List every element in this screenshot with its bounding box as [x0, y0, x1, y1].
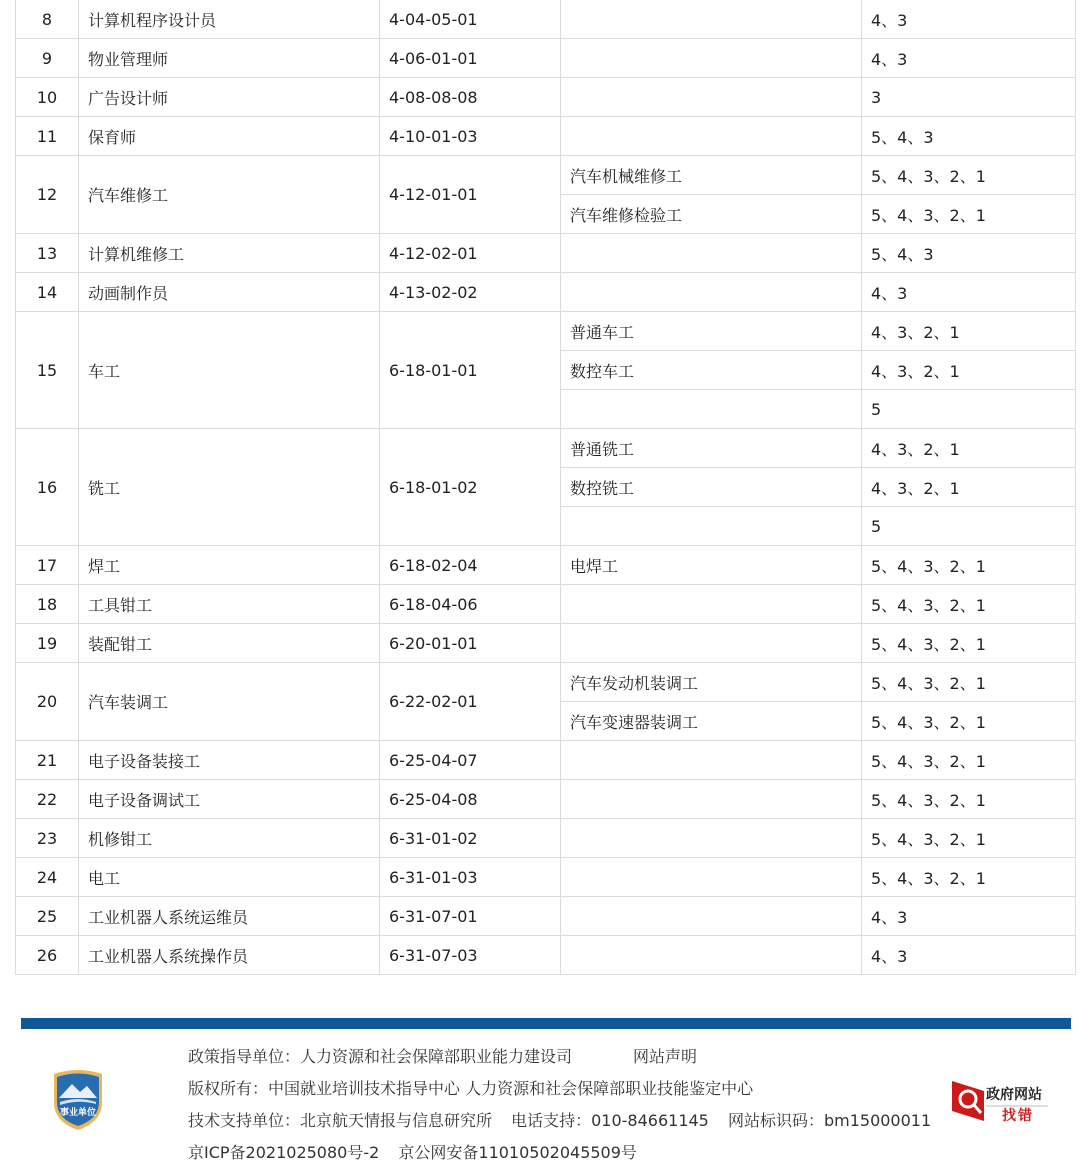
footer-phone: 电话支持：010-84661145: [511, 1111, 709, 1130]
sub-occupation-name: 普通车工: [561, 312, 862, 351]
table-row: [16, 273, 1076, 312]
sub-occupation-name: 数控铣工: [561, 468, 862, 507]
footer-policy: 政策指导单位：人力资源和社会保障部职业能力建设司: [188, 1047, 573, 1066]
sub-occupation-name: [561, 741, 862, 780]
occupation-name: 铣工: [79, 429, 380, 546]
skill-levels: 4、3、2、1: [862, 312, 1076, 351]
row-number: 17: [16, 546, 79, 585]
skill-levels: 4、3: [862, 0, 1076, 39]
skill-levels: 5、4、3、2、1: [862, 195, 1076, 234]
table-row: [16, 585, 1076, 624]
sub-occupation-name: [561, 936, 862, 975]
table-row: [16, 546, 1076, 585]
occupation-name: 广告设计师: [79, 78, 380, 117]
skill-levels: 5、4、3、2、1: [862, 156, 1076, 195]
table-row: [16, 780, 1076, 819]
sub-occupation-name: [561, 78, 862, 117]
sub-occupation-name: [561, 624, 862, 663]
sub-occupation-name: 汽车变速器装调工: [561, 702, 862, 741]
row-number: 20: [16, 663, 79, 741]
occupation-name: 焊工: [79, 546, 380, 585]
row-number: 12: [16, 156, 79, 234]
occupation-name: 机修钳工: [79, 819, 380, 858]
sub-occupation-name: [561, 117, 862, 156]
skill-levels: 4、3: [862, 39, 1076, 78]
table-row: [16, 234, 1076, 273]
sub-occupation-name: 数控车工: [561, 351, 862, 390]
row-number: 24: [16, 858, 79, 897]
sub-occupation-name: [561, 507, 862, 546]
occupation-name: 计算机程序设计员: [79, 0, 380, 39]
skill-levels: 5: [862, 390, 1076, 429]
occupation-code: 6-31-01-02: [380, 819, 561, 858]
occupation-name: 汽车装调工: [79, 663, 380, 741]
skill-levels: 4、3: [862, 897, 1076, 936]
occupation-name: 电子设备调试工: [79, 780, 380, 819]
occupation-code: 6-31-07-01: [380, 897, 561, 936]
svg-text:事业单位: 事业单位: [59, 1108, 97, 1118]
occupation-code: 4-06-01-01: [380, 39, 561, 78]
occupation-code: 4-12-01-01: [380, 156, 561, 234]
sub-occupation-name: [561, 858, 862, 897]
sub-occupation-name: [561, 819, 862, 858]
skill-levels: 5、4、3、2、1: [862, 780, 1076, 819]
skill-levels: 4、3: [862, 936, 1076, 975]
row-number: 10: [16, 78, 79, 117]
occupation-name: 工具钳工: [79, 585, 380, 624]
occupation-code: 6-22-02-01: [380, 663, 561, 741]
footer-copyright: 版权所有：中国就业培训技术指导中心 人力资源和社会保障部职业技能鉴定中心: [188, 1079, 754, 1098]
skill-levels: 4、3、2、1: [862, 468, 1076, 507]
row-number: 21: [16, 741, 79, 780]
table-row: [16, 39, 1076, 78]
occupation-name: 保育师: [79, 117, 380, 156]
table-row: [16, 624, 1076, 663]
footer-site-id: 网站标识码：bm15000011: [727, 1111, 932, 1130]
footer-copyright-line: [188, 1078, 767, 1100]
table-row: [16, 741, 1076, 780]
sub-occupation-name: [561, 780, 862, 819]
sub-occupation-name: [561, 897, 862, 936]
occupation-code: 4-13-02-02: [380, 273, 561, 312]
skill-levels: 3: [862, 78, 1076, 117]
skill-levels: 5、4、3、2、1: [862, 741, 1076, 780]
table-row: [16, 936, 1076, 975]
skill-levels: 5、4、3: [862, 234, 1076, 273]
footer-divider-bar: [21, 1018, 1071, 1029]
skill-levels: 5、4、3: [862, 117, 1076, 156]
skill-levels: 5、4、3、2、1: [862, 858, 1076, 897]
occupation-name: 汽车维修工: [79, 156, 380, 234]
skill-levels: 4、3、2、1: [862, 351, 1076, 390]
table-row: [16, 0, 1076, 39]
sub-occupation-name: [561, 273, 862, 312]
occupation-code: 6-18-04-06: [380, 585, 561, 624]
site-statement-link[interactable]: 网站声明: [633, 1047, 698, 1066]
table-row: [16, 819, 1076, 858]
footer-police[interactable]: 京公网安备11010502045509号: [398, 1143, 637, 1162]
sub-occupation-name: 汽车维修检验工: [561, 195, 862, 234]
skill-levels: 5、4、3、2、1: [862, 624, 1076, 663]
table-row: [16, 156, 1076, 195]
occupation-name: 电子设备装接工: [79, 741, 380, 780]
occupation-name: 装配钳工: [79, 624, 380, 663]
footer-icp[interactable]: 京ICP备2021025080号-2: [188, 1143, 380, 1162]
occupation-code: 4-12-02-01: [380, 234, 561, 273]
table-row: [16, 312, 1076, 351]
occupation-name: 计算机维修工: [79, 234, 380, 273]
occupation-code: 4-04-05-01: [380, 0, 561, 39]
skill-levels: 4、3、2、1: [862, 429, 1076, 468]
row-number: 25: [16, 897, 79, 936]
footer-policy-line: [188, 1046, 586, 1068]
occupation-name: 工业机器人系统运维员: [79, 897, 380, 936]
sub-occupation-name: [561, 390, 862, 429]
footer-support-line: [188, 1110, 945, 1132]
gov-badge-title[interactable]: 政府网站: [986, 1087, 1042, 1103]
sub-occupation-name: 汽车发动机装调工: [561, 663, 862, 702]
row-number: 19: [16, 624, 79, 663]
occupation-table: [15, 0, 1076, 975]
occupation-name: 工业机器人系统操作员: [79, 936, 380, 975]
occupation-name: 车工: [79, 312, 380, 429]
row-number: 8: [16, 0, 79, 39]
row-number: 14: [16, 273, 79, 312]
sub-occupation-name: [561, 0, 862, 39]
occupation-code: 6-31-01-03: [380, 858, 561, 897]
occupation-code: 6-18-01-01: [380, 312, 561, 429]
table-row: [16, 663, 1076, 702]
row-number: 15: [16, 312, 79, 429]
row-number: 13: [16, 234, 79, 273]
row-number: 9: [16, 39, 79, 78]
table-row: [16, 117, 1076, 156]
skill-levels: 5、4、3、2、1: [862, 702, 1076, 741]
row-number: 11: [16, 117, 79, 156]
sub-occupation-name: [561, 234, 862, 273]
row-number: 22: [16, 780, 79, 819]
table-row: [16, 858, 1076, 897]
occupation-code: 6-25-04-07: [380, 741, 561, 780]
skill-levels: 5、4、3、2、1: [862, 819, 1076, 858]
sub-occupation-name: 汽车机械维修工: [561, 156, 862, 195]
public-institution-emblem-icon[interactable]: [50, 1068, 106, 1132]
skill-levels: 5、4、3、2、1: [862, 585, 1076, 624]
occupation-code: 6-25-04-08: [380, 780, 561, 819]
table-row: [16, 897, 1076, 936]
occupation-code: 6-20-01-01: [380, 624, 561, 663]
occupation-name: 物业管理师: [79, 39, 380, 78]
footer-support: 技术支持单位：北京航天情报与信息研究所: [188, 1111, 493, 1130]
occupation-code: 6-31-07-03: [380, 936, 561, 975]
occupation-code: 6-18-02-04: [380, 546, 561, 585]
row-number: 23: [16, 819, 79, 858]
gov-badge-subtitle[interactable]: 找错: [1002, 1108, 1034, 1124]
skill-levels: 5、4、3、2、1: [862, 663, 1076, 702]
skill-levels: 4、3: [862, 273, 1076, 312]
table-row: [16, 78, 1076, 117]
sub-occupation-name: [561, 39, 862, 78]
occupation-name: 电工: [79, 858, 380, 897]
skill-levels: 5: [862, 507, 1076, 546]
sub-occupation-name: 普通铣工: [561, 429, 862, 468]
row-number: 16: [16, 429, 79, 546]
site-footer: [0, 1029, 1089, 1161]
row-number: 26: [16, 936, 79, 975]
skill-levels: 5、4、3、2、1: [862, 546, 1076, 585]
sub-occupation-name: [561, 585, 862, 624]
occupation-code: 4-10-01-03: [380, 117, 561, 156]
occupation-code: 4-08-08-08: [380, 78, 561, 117]
row-number: 18: [16, 585, 79, 624]
occupation-name: 动画制作员: [79, 273, 380, 312]
table-row: [16, 429, 1076, 468]
sub-occupation-name: 电焊工: [561, 546, 862, 585]
occupation-code: 6-18-01-02: [380, 429, 561, 546]
